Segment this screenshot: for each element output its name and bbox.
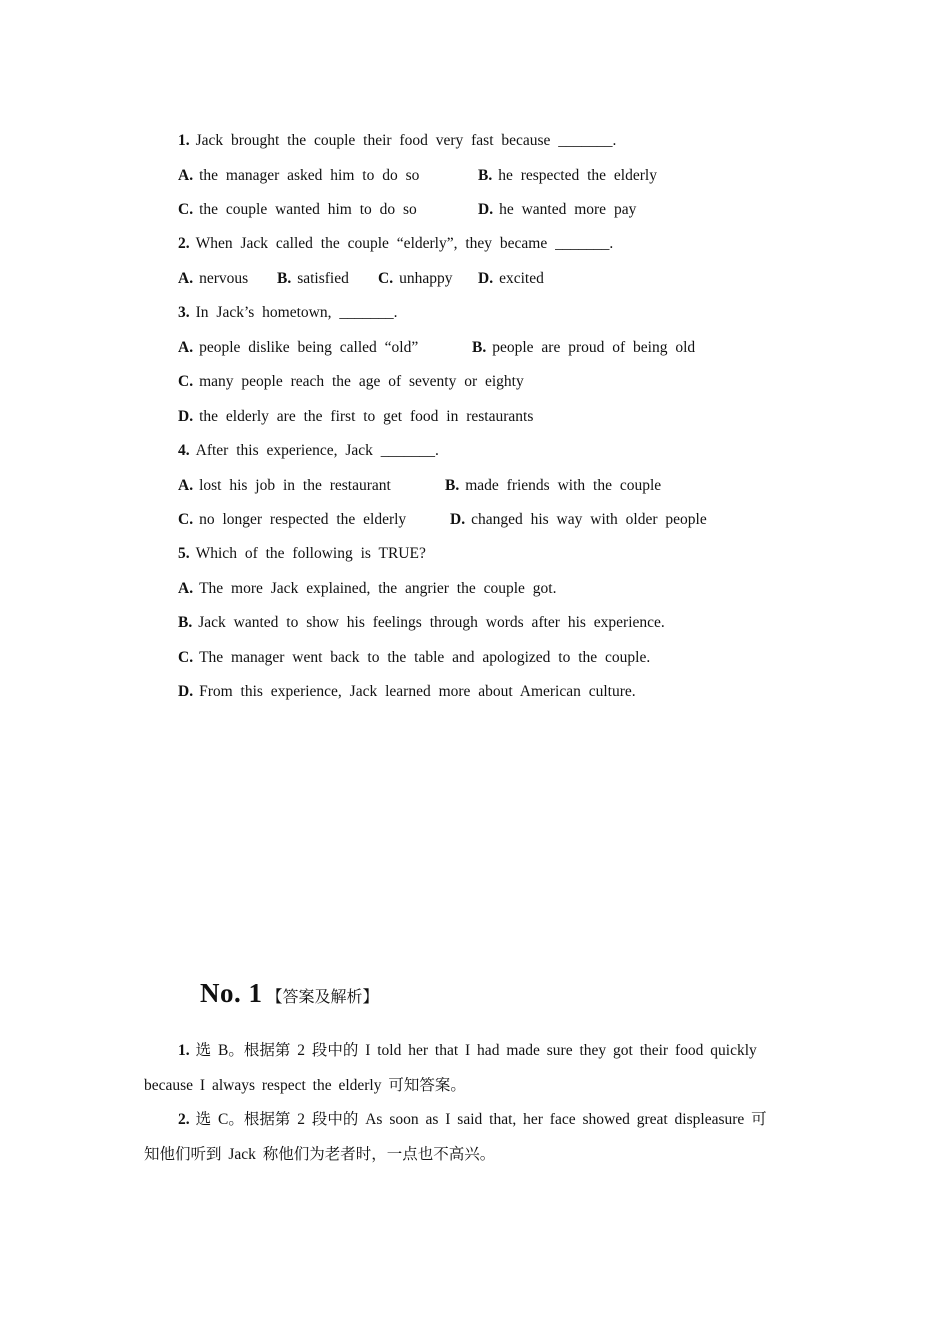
option-4d: D. changed his way with older people — [450, 511, 707, 528]
option-5a: A. The more Jack explained, the angrier the couple got. — [178, 580, 557, 597]
option-3d: D. the elderly are the first to get food in restaurants — [178, 408, 534, 425]
option-3b: B. people are proud of being old — [472, 339, 696, 356]
option-4b: B. made friends with the couple — [445, 477, 662, 494]
question-3-stem: 3. In Jack’s hometown, _______. — [178, 304, 398, 321]
answer-1-line-2: because I always respect the elderly 可知答案。 — [144, 1077, 466, 1094]
answer-2-line-1: 2. 选 C。根据第 2 段中的 As soon as I said that, her face showed great displeasure 可 — [178, 1111, 767, 1128]
option-3c: C. many people reach the age of seventy or eighty — [178, 373, 524, 390]
option-4c: C. no longer respected the elderly — [178, 511, 407, 528]
answer-heading-number: No. 1 — [200, 978, 263, 1008]
answer-heading-label: 【答案及解析】 — [266, 989, 379, 1006]
answer-2-line-2: 知他们听到 Jack 称他们为老者时，一点也不高兴。 — [144, 1146, 496, 1163]
answer-1-line-1: 1. 选 B。根据第 2 段中的 I told her that I had made sure they got their food quickly — [178, 1042, 757, 1059]
option-2a: A. nervous — [178, 270, 249, 287]
option-2d: D. excited — [478, 270, 544, 287]
option-1d: D. he wanted more pay — [478, 201, 637, 218]
answer-heading — [200, 978, 379, 1009]
option-1b: B. he respected the elderly — [478, 167, 657, 184]
question-1-stem: 1. Jack brought the couple their food very fast because _______. — [178, 132, 617, 149]
option-5b: B. Jack wanted to show his feelings through words after his experience. — [178, 614, 665, 631]
option-2b: B. satisfied — [277, 270, 349, 287]
question-5-stem: 5. Which of the following is TRUE? — [178, 545, 426, 562]
option-5d: D. From this experience, Jack learned more about American culture. — [178, 683, 636, 700]
option-4a: A. lost his job in the restaurant — [178, 477, 391, 494]
option-2c: C. unhappy — [378, 270, 453, 287]
option-1a: A. the manager asked him to do so — [178, 167, 420, 184]
question-4-stem: 4. After this experience, Jack _______. — [178, 442, 439, 459]
option-5c: C. The manager went back to the table and apologized to the couple. — [178, 649, 651, 666]
question-2-stem: 2. When Jack called the couple “elderly”, they became _______. — [178, 235, 614, 252]
option-3a: A. people dislike being called “old” — [178, 339, 419, 356]
option-1c: C. the couple wanted him to do so — [178, 201, 417, 218]
